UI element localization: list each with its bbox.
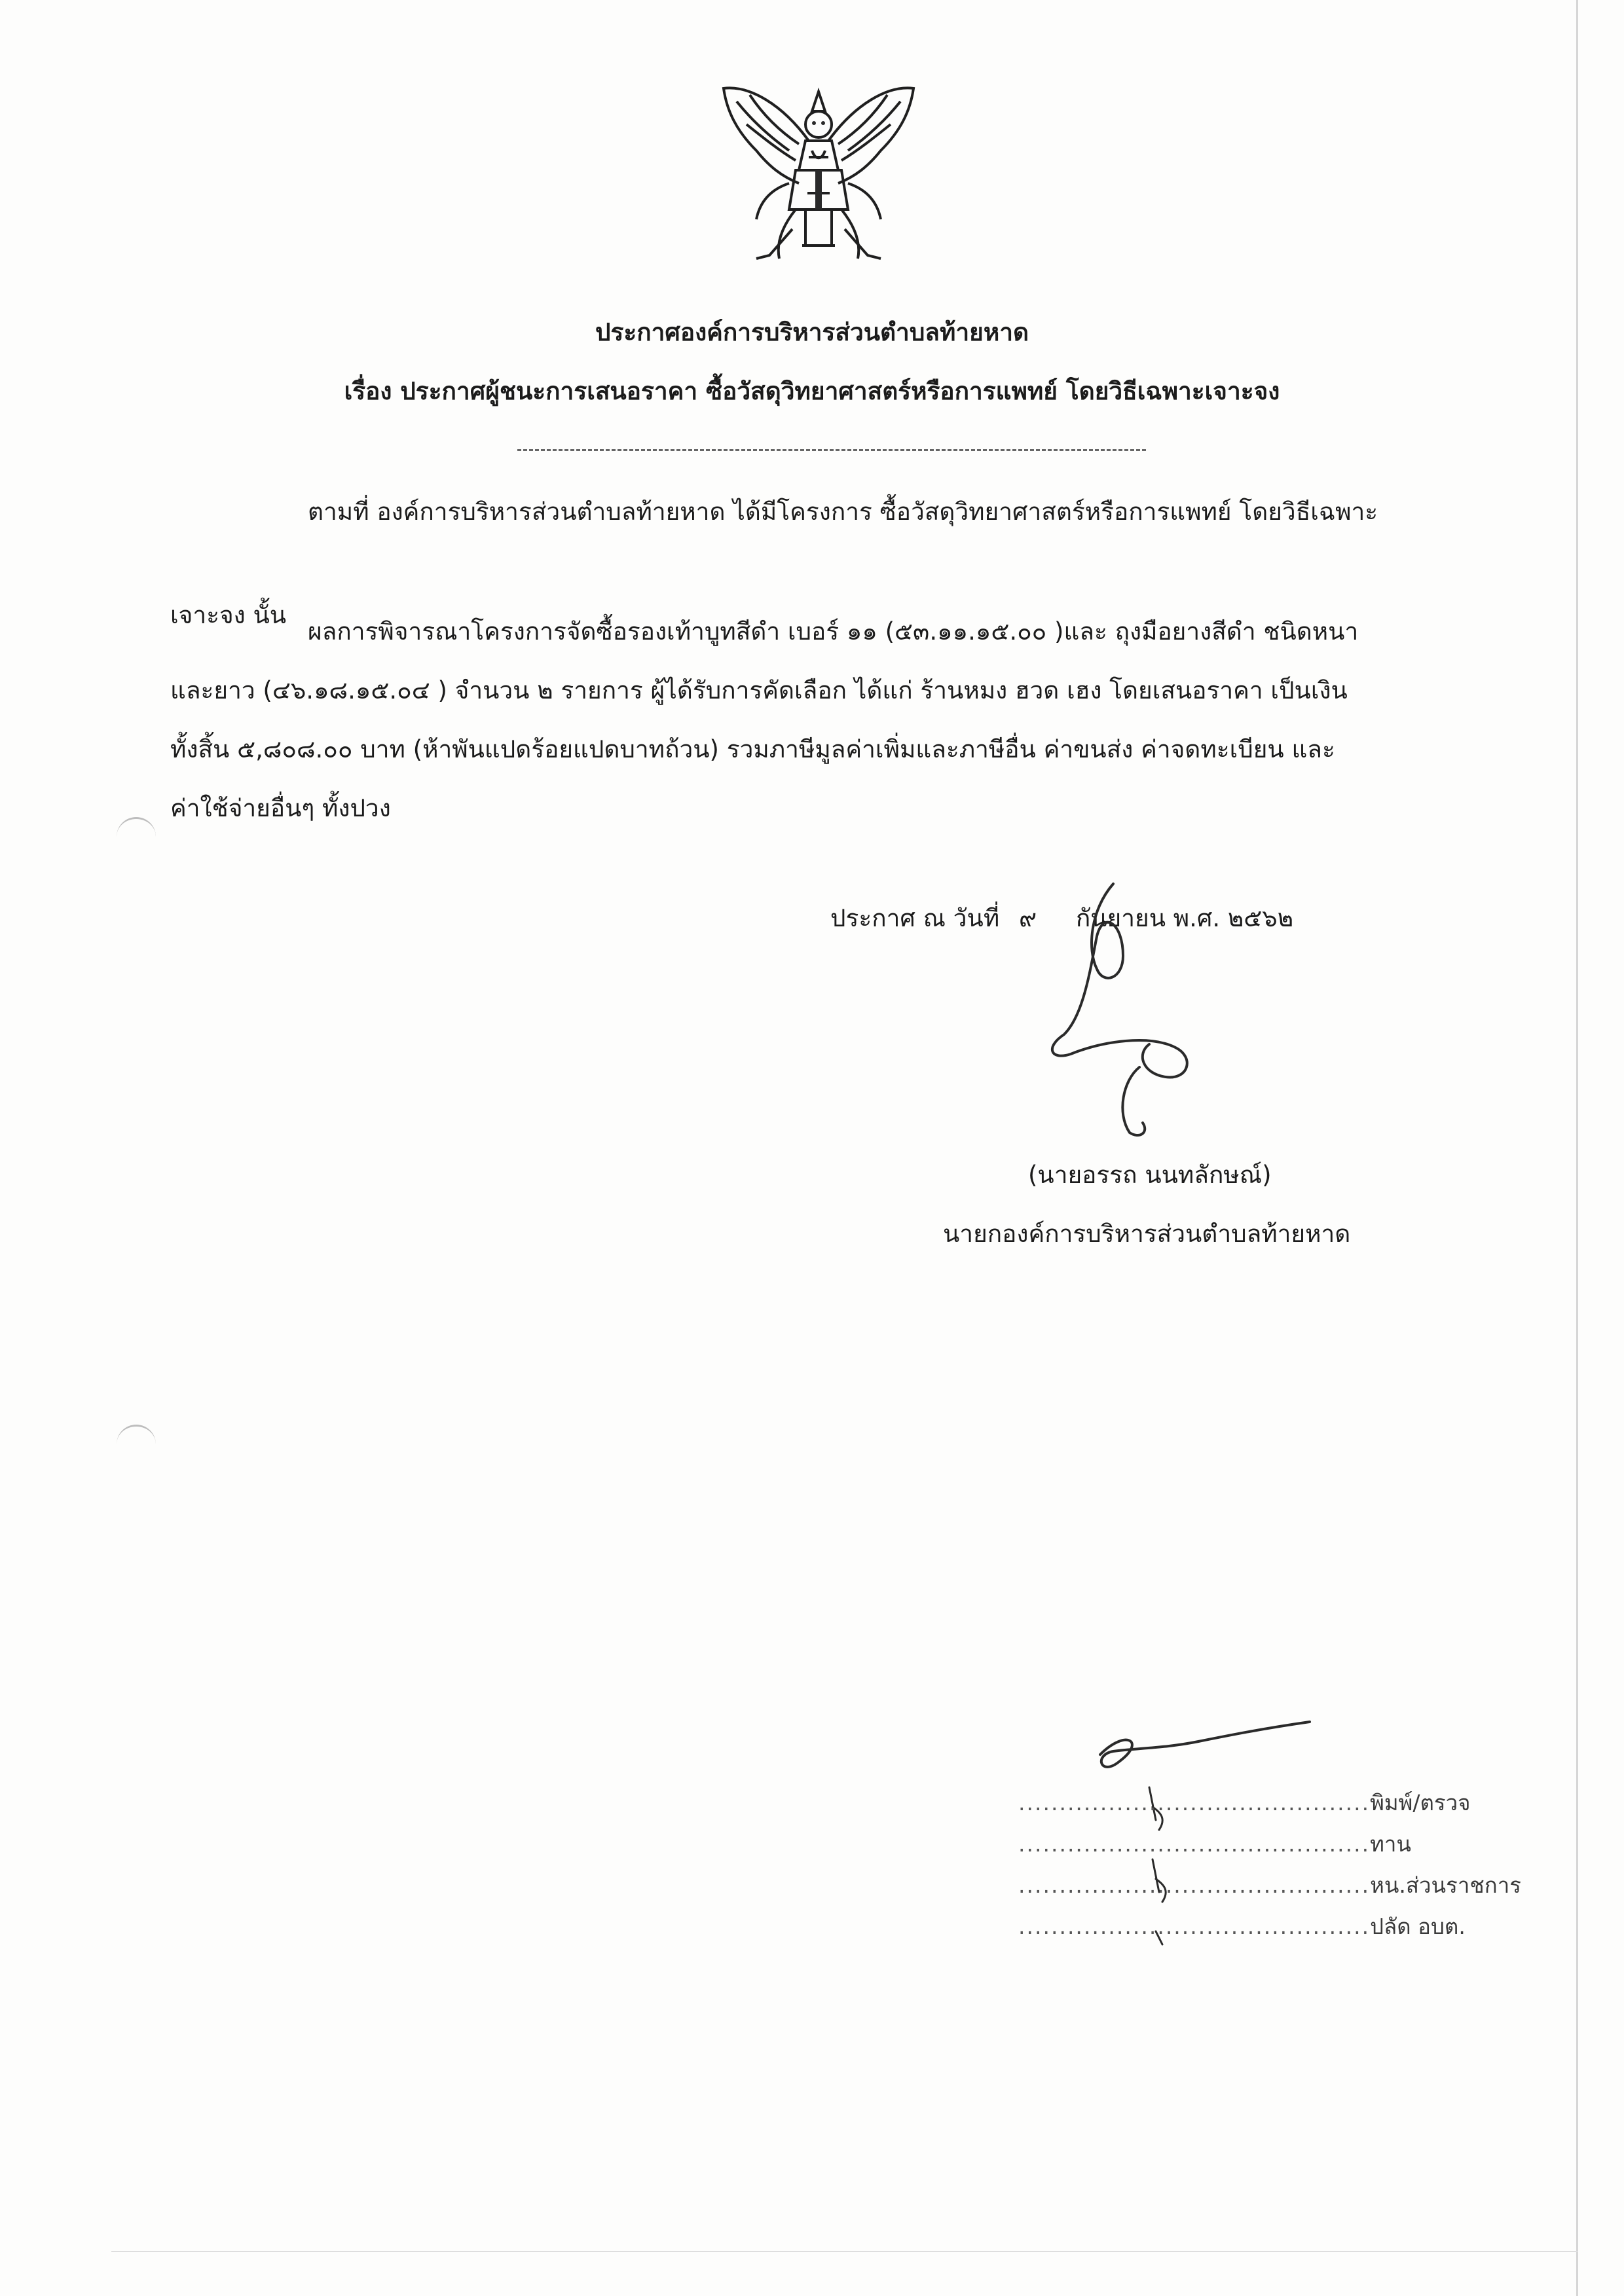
signatory-name: (นายอรรถ นนทลักษณ์) [1028,1161,1272,1189]
handwritten-signature [1025,871,1215,1146]
checklist-row [1018,1785,1470,1820]
page-bottom-edge [111,2251,1578,2252]
date-day: ๙ [1018,904,1037,932]
checklist-label: ปลัด อบต. [1370,1914,1466,1939]
paragraph-2-line-3: ทั้งสิ้น ๕,๘๐๘.๐๐ บาท (ห้าพันแปดร้อยแปดบาทถ้วน) รวมภาษีมูลค่าเพิ่มและภาษีอื่น ค่าขนส่ง ค่าจดทะเบียน และ [170,735,1335,763]
paragraph-2-line-1: ผลการพิจารณาโครงการจัดซื้อรองเท้าบูทสีดำ เบอร์ ๑๑ (๕๓.๑๑.๑๕.๐๐ )และ ถุงมือยางสีดำ ชนิดหนา [308,617,1359,646]
paragraph-1-line-1: ตามที่ องค์การบริหารส่วนตำบลท้ายหาด ได้มีโครงการ ซื้อวัสดุวิทยาศาสตร์หรือการแพทย์ โดยวิธีเฉพาะ [308,498,1378,526]
checklist-label: หน.ส่วนราชการ [1370,1872,1521,1898]
checklist-label: พิมพ์/ตรวจ [1370,1790,1471,1815]
date-month-year: กันยายน พ.ศ. ๒๕๖๒ [1075,904,1294,932]
paragraph-2-line-4: ค่าใช้จ่ายอื่นๆ ทั้งปวง [170,794,391,822]
checklist-row [1018,1909,1466,1944]
checklist-dots: ........................................... [1018,1872,1371,1898]
document-subject: เรื่อง ประกาศผู้ชนะการเสนอราคา ซื้อวัสดุวิทยาศาสตร์หรือการแพทย์ โดยวิธีเฉพาะเจาะจง [344,377,1280,405]
paragraph-1-line-2: เจาะจง นั้น [170,601,287,629]
checklist-row [1018,1868,1521,1903]
checklist-dots: ........................................... [1018,1831,1371,1857]
checklist-dots: ........................................... [1018,1914,1371,1939]
title-divider [517,449,1146,451]
checklist-row [1018,1827,1411,1861]
checklist-dots: ........................................... [1018,1790,1371,1815]
date-prefix: ประกาศ ณ วันที่ [830,904,1000,932]
checklist-label: ทาน [1370,1831,1411,1857]
punch-hole-mark [117,817,156,845]
punch-hole-mark [117,1425,156,1453]
signatory-position: นายกองค์การบริหารส่วนตำบลท้ายหาด [943,1220,1351,1248]
garuda-emblem-icon [710,79,927,295]
agency-title: ประกาศองค์การบริหารส่วนตำบลท้ายหาด [595,318,1029,346]
paragraph-2-line-2: และยาว (๔๖.๑๘.๑๕.๐๔ ) จำนวน ๒ รายการ ผู้ได้รับการคัดเลือก ได้แก่ ร้านหมง ฮวด เฮง โดยเสนอราคา เป็นเงิน [170,676,1348,704]
